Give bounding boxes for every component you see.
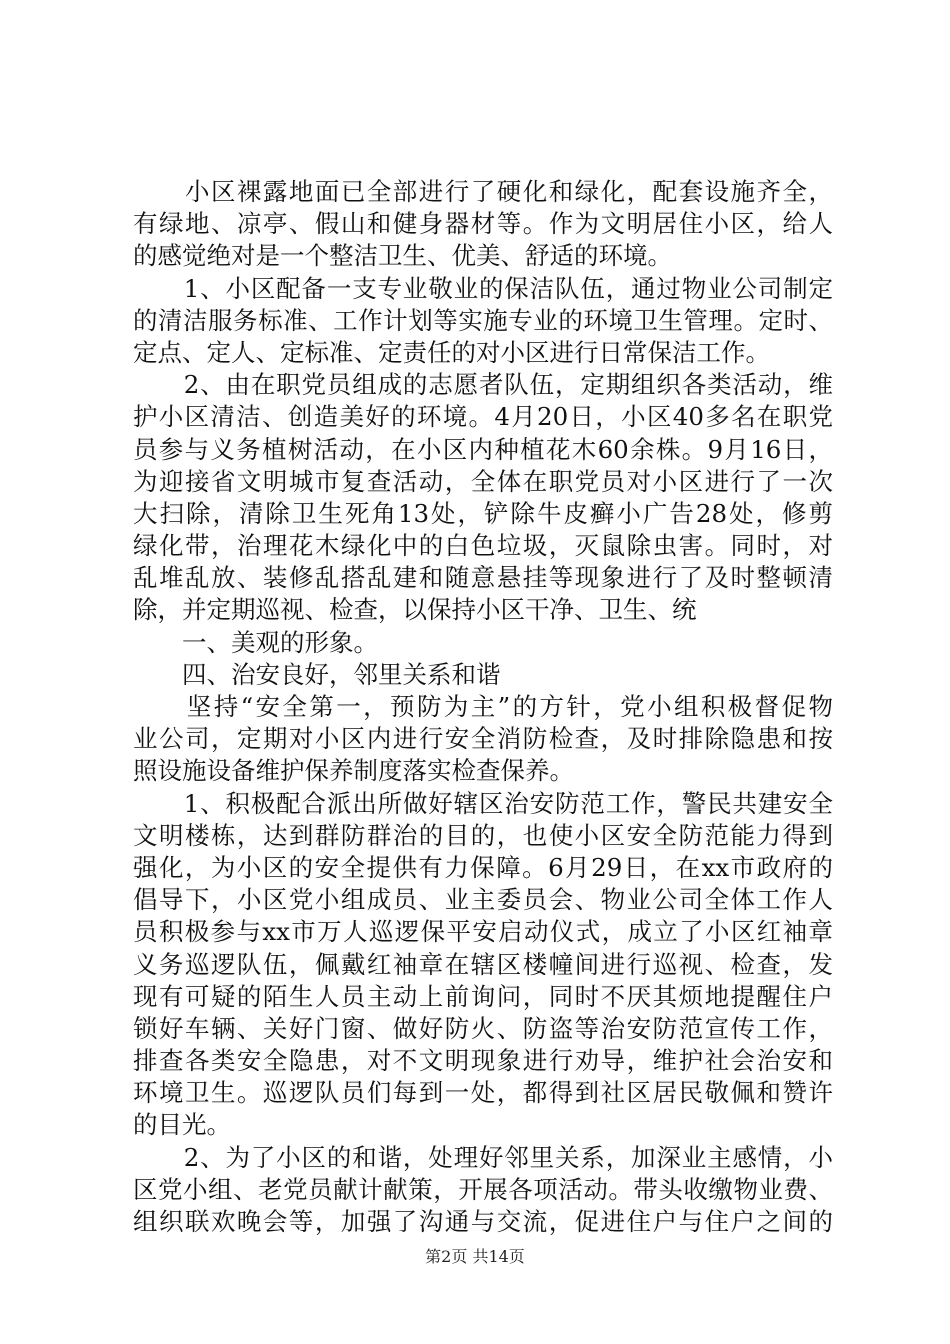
text-line: 义务巡逻队伍，佩戴红袖章在辖区楼幢间进行巡视、检查，发 [133, 949, 833, 979]
text-line: 护小区清洁、创造美好的环境。4月20日，小区40多名在职党 [133, 402, 833, 432]
text-line: 1、积极配合派出所做好辖区治安防范工作，警民共建安全 [133, 788, 833, 818]
text-line: 一、美观的形象。 [133, 627, 378, 657]
text-line: 员积极参与xx市万人巡逻保平安启动仪式，成立了小区红袖章 [133, 917, 833, 947]
text-line: 1、小区配备一支专业敬业的保洁队伍，通过物业公司制定 [133, 273, 833, 303]
text-line: 的感觉绝对是一个整洁卫生、优美、舒适的环境。 [133, 241, 672, 271]
text-line: 倡导下，小区党小组成员、业主委员会、物业公司全体工作人 [133, 885, 833, 915]
text-line: 文明楼栋，达到群防群治的目的，也使小区安全防范能力得到 [133, 820, 833, 850]
text-line: 锁好车辆、关好门窗、做好防火、防盗等治安防范宣传工作， [133, 1013, 833, 1043]
text-line: 排查各类安全隐患，对不文明现象进行劝导，维护社会治安和 [133, 1046, 833, 1076]
text-line: 定点、定人、定标准、定责任的对小区进行日常保洁工作。 [133, 337, 770, 367]
text-line: 2、由在职党员组成的志愿者队伍，定期组织各类活动，维 [133, 370, 833, 400]
text-line: 业公司，定期对小区内进行安全消防检查，及时排除隐患和按 [133, 724, 833, 754]
text-line: 绿化带，治理花木绿化中的白色垃圾，灭鼠除虫害。同时，对 [133, 531, 833, 561]
text-line: 乱堆乱放、装修乱搭乱建和随意悬挂等现象进行了及时整顿清 [133, 563, 833, 593]
text-line: 环境卫生。巡逻队员们每到一处，都得到社区居民敬佩和赞许 [133, 1078, 833, 1108]
text-line: 的清洁服务标准、工作计划等实施专业的环境卫生管理。定时、 [133, 305, 833, 335]
text-line: 照设施设备维护保养制度落实检查保养。 [133, 756, 574, 786]
text-line: 小区裸露地面已全部进行了硬化和绿化，配套设施齐全， [133, 177, 833, 206]
text-line: 区党小组、老党员献计献策，开展各项活动。带头收缴物业费、 [133, 1174, 833, 1204]
text-line: 除，并定期巡视、检查，以保持小区干净、卫生、统 [133, 595, 697, 625]
text-line: 有绿地、凉亭、假山和健身器材等。作为文明居住小区，给人 [133, 209, 833, 239]
text-line: 四、治安良好，邻里关系和谐 [133, 659, 501, 689]
text-line: 为迎接省文明城市复查活动，全体在职党员对小区进行了一次 [133, 466, 833, 496]
page-footer: 第2页 共14页 [425, 1247, 525, 1266]
text-line: 坚持“安全第一，预防为主”的方针，党小组积极督促物 [133, 692, 833, 721]
text-line: 员参与义务植树活动，在小区内种植花木60余株。9月16日， [133, 434, 833, 464]
document-body [133, 176, 833, 1238]
text-line: 组织联欢晚会等，加强了沟通与交流，促进住户与住户之间的 [133, 1207, 833, 1236]
text-line: 2、为了小区的和谐，处理好邻里关系，加深业主感情，小 [133, 1142, 833, 1172]
text-line: 的目光。 [133, 1110, 231, 1140]
text-line: 现有可疑的陌生人员主动上前询问，同时不厌其烦地提醒住户 [133, 981, 833, 1011]
text-line: 强化，为小区的安全提供有力保障。6月29日，在xx市政府的 [133, 852, 833, 882]
text-line: 大扫除，清除卫生死角13处，铲除牛皮癣小广告28处，修剪 [133, 498, 833, 528]
